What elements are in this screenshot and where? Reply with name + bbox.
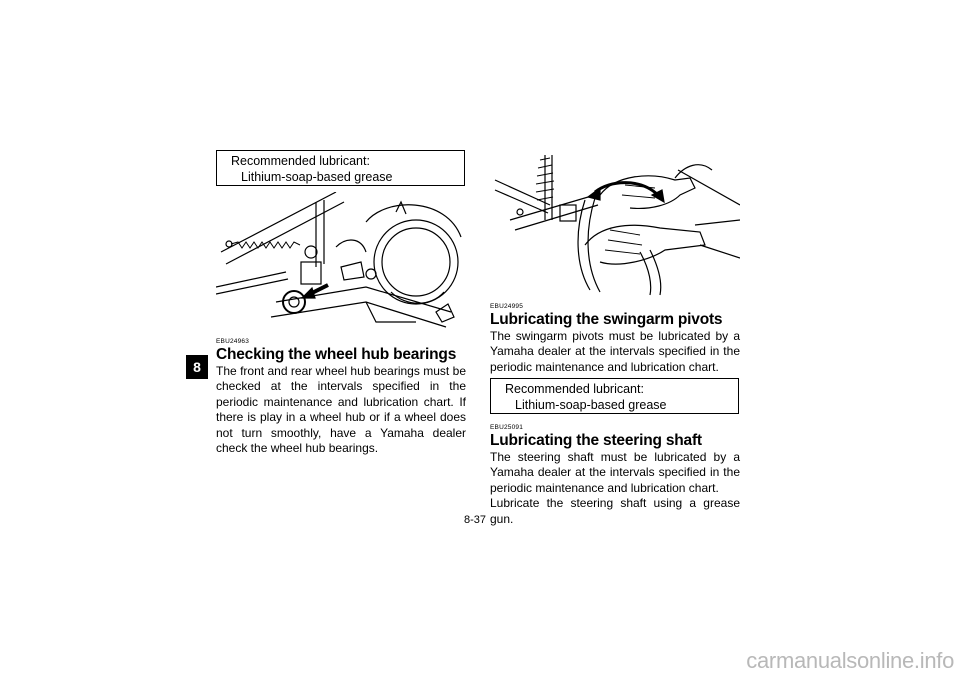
recommended-lubricant-box-2 <box>490 378 739 414</box>
swingarm-section <box>490 303 740 375</box>
steering-section <box>490 424 740 527</box>
lubricant-label: Recommended lubricant: <box>505 382 644 396</box>
section-code: EBU24995 <box>490 303 524 310</box>
lubricant-value: Lithium-soap-based grease <box>241 170 393 184</box>
swingarm-illustration <box>490 150 740 300</box>
watermark: carmanualsonline.info <box>746 648 954 673</box>
chapter-tab: 8 <box>186 355 208 379</box>
section-code: EBU24963 <box>216 338 250 345</box>
section-body: The swingarm pivots must be lubricated by a Yamaha dealer at the intervals specified in the periodic maintenance and lubrication chart. <box>490 329 740 374</box>
section-body: The steering shaft must be lubricated by a Yamaha dealer at the intervals specified in the periodic maintenance and lubrication chart. <box>490 450 740 495</box>
section-body-2: Lubricate the steering shaft using a grease gun. <box>490 496 740 526</box>
recommended-lubricant-box-1 <box>216 150 465 186</box>
section-code: EBU25091 <box>490 424 524 431</box>
section-heading: Lubricating the swingarm pivots <box>490 311 723 328</box>
wheel-hub-section <box>216 338 466 456</box>
section-heading: Checking the wheel hub bearings <box>216 346 457 363</box>
section-body: The front and rear wheel hub bearings must be checked at the intervals specified in the periodic maintenance and lubrication chart. If there is play in a wheel hub or if a wheel does not turn smoothly, have a Yamaha dealer check the wheel hub bearings. <box>216 364 466 456</box>
wheel-hub-illustration <box>216 192 466 332</box>
page-number: 8-37 <box>464 514 487 526</box>
lubricant-label: Recommended lubricant: <box>231 154 370 168</box>
section-heading: Lubricating the steering shaft <box>490 432 702 449</box>
lubricant-value: Lithium-soap-based grease <box>515 398 667 412</box>
